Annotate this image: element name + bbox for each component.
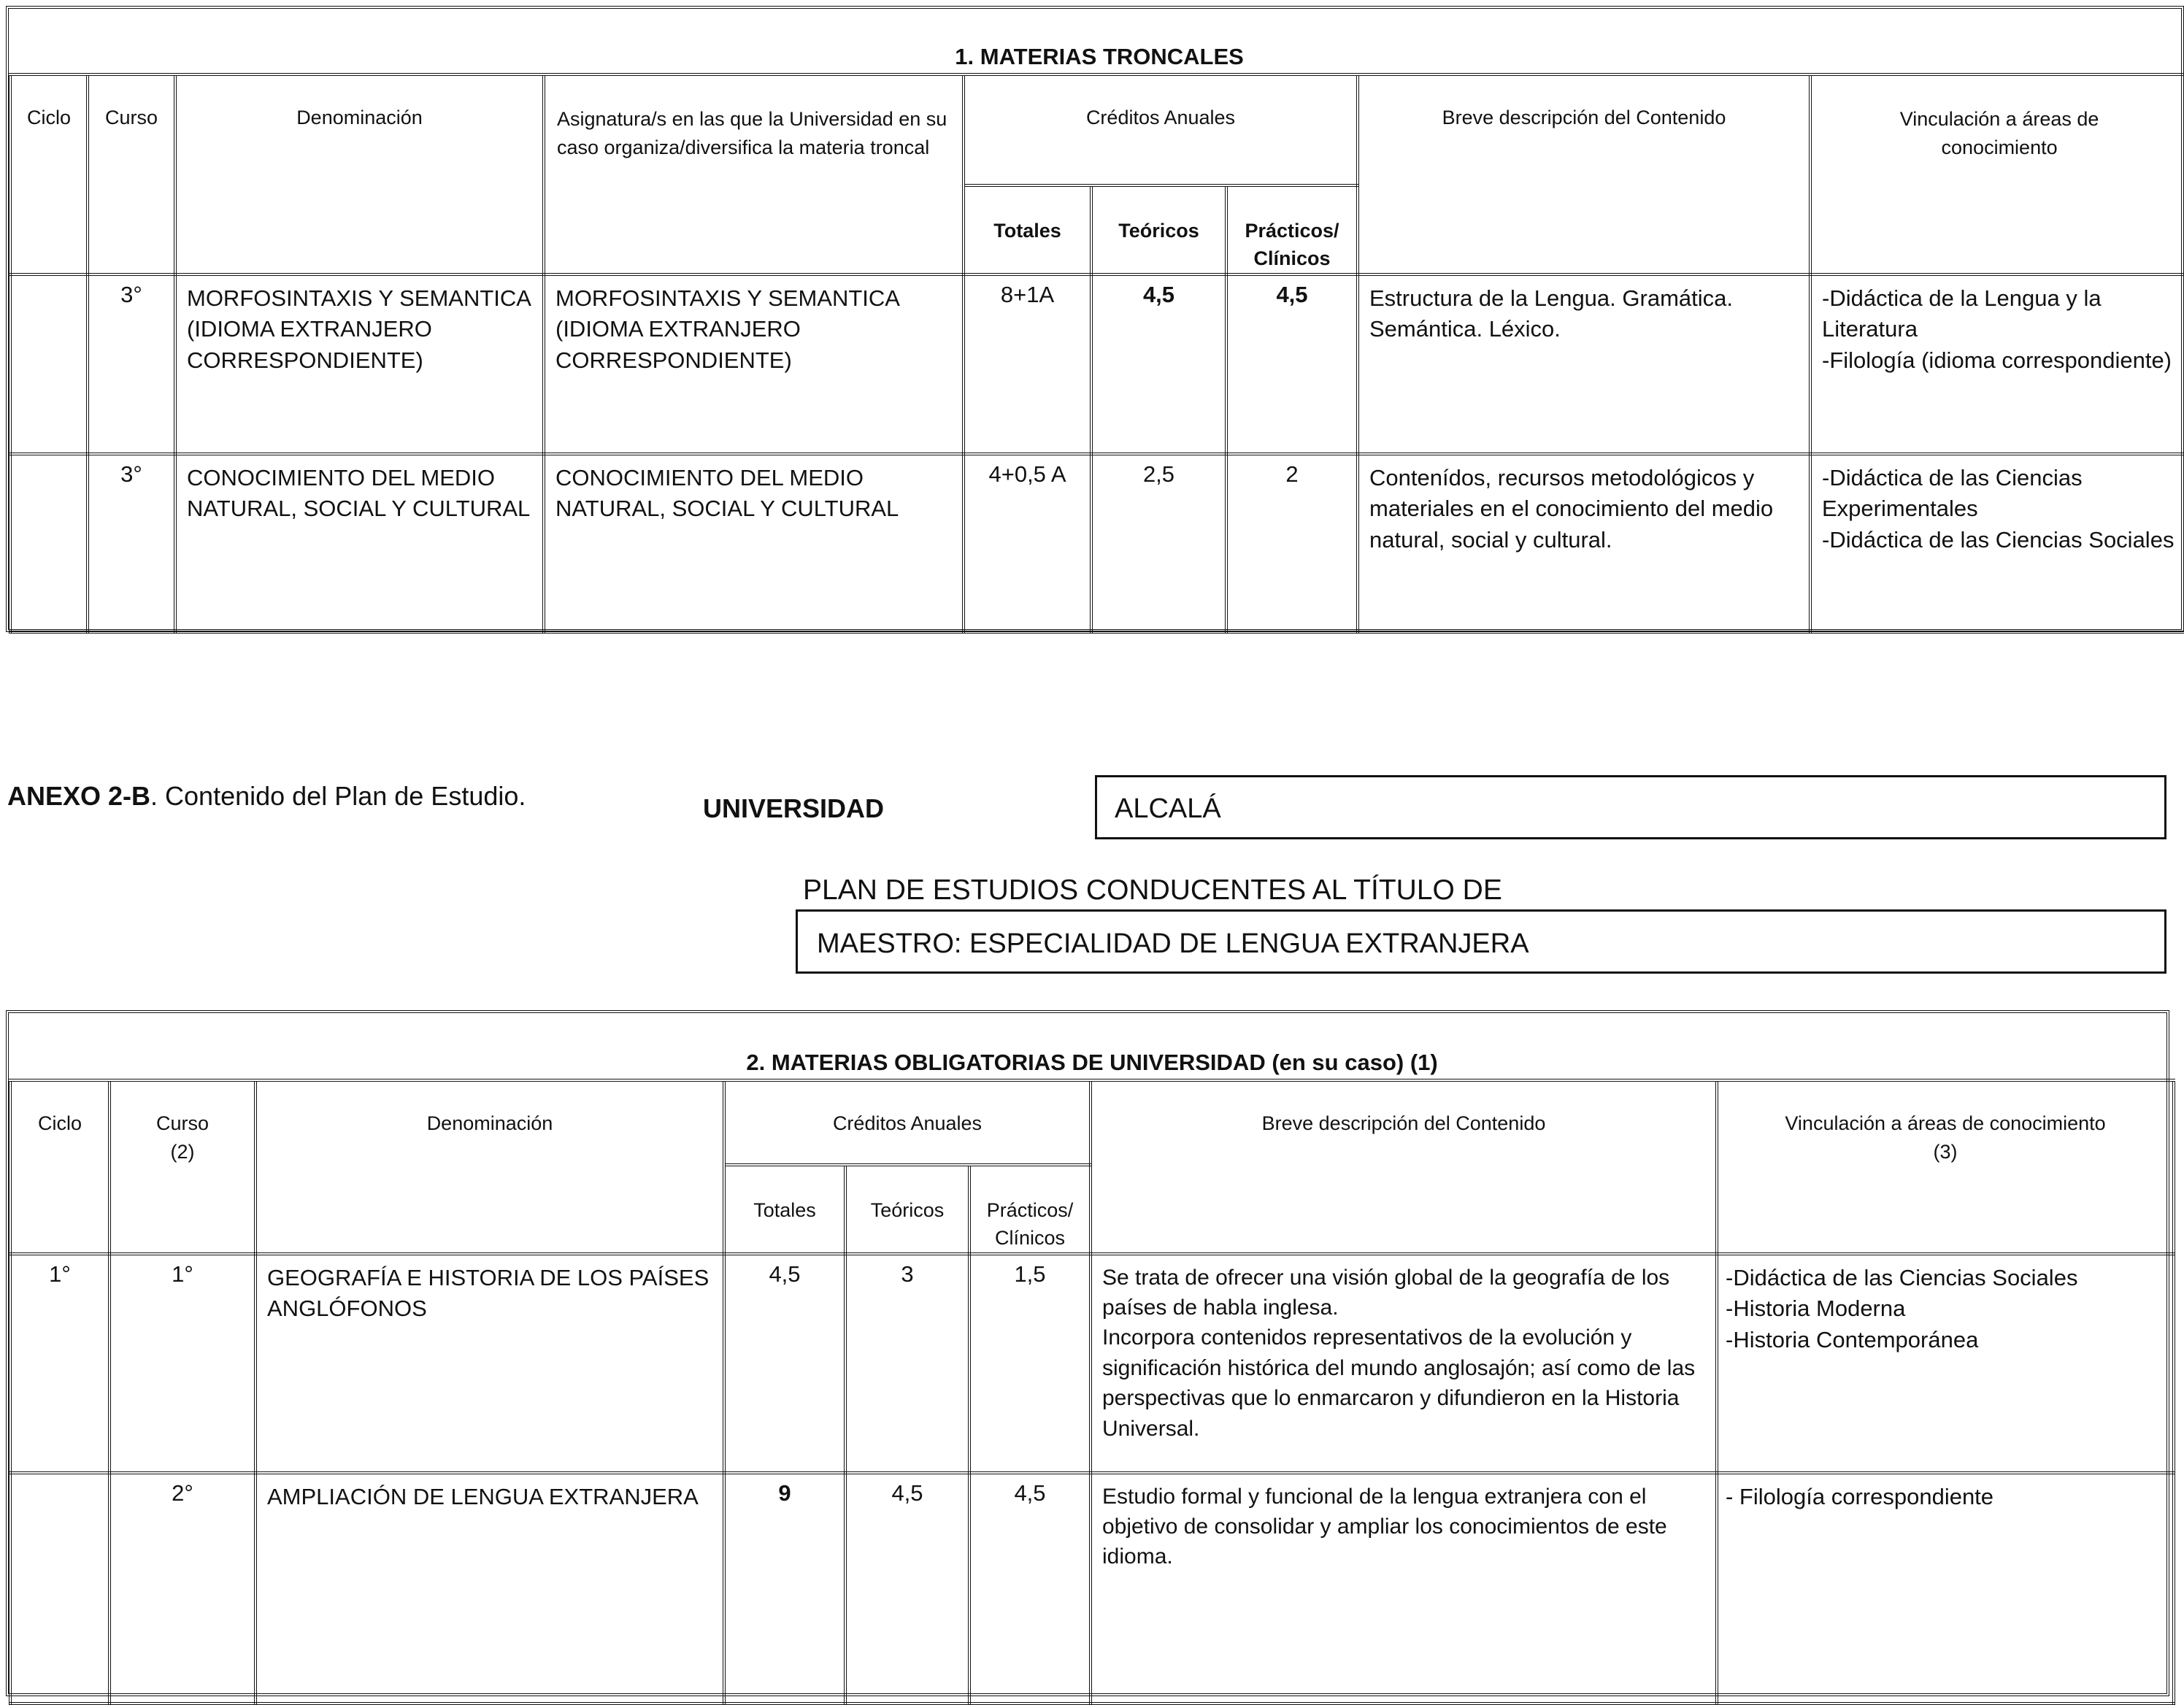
header-descripcion: Breve descripción del Contenido — [1091, 1080, 1717, 1254]
cell-vinculacion: -Didáctica de las Ciencias Experimentales -Didáctica de las Ciencias Sociales — [1810, 454, 2184, 632]
materias-obligatorias-table — [6, 1010, 2169, 1696]
anexo-label-rest: . Contenido del Plan de Estudio. — [150, 781, 526, 811]
cell-descripcion: Se trata de ofrecer una visión global de la geografía de los países de habla inglesa. Incorpora contenidos representativos de la evolución y significación histórica del mundo anglosajón; así como de las perspectivas que lo enmarcaron y difundieron en la Historia Universal. — [1091, 1254, 1717, 1473]
header-vinculacion: Vinculación a áreas de conocimiento (3) — [1717, 1080, 2174, 1254]
table-row — [10, 1473, 2174, 1704]
cell-curso: 3° — [88, 454, 175, 632]
cell-teoricos: 2,5 — [1091, 454, 1226, 632]
header-teoricos: Teóricos — [845, 1165, 969, 1254]
cell-teoricos: 3 — [845, 1254, 969, 1473]
cell-curso: 3° — [88, 274, 175, 454]
cell-vinculacion: - Filología correspondiente — [1717, 1473, 2174, 1704]
cell-descripcion: Estructura de la Lengua. Gramática. Semántica. Léxico. — [1358, 274, 1810, 454]
header-creditos-anuales: Créditos Anuales — [964, 74, 1358, 185]
anexo-label-bold: ANEXO 2-B — [7, 781, 151, 811]
cell-curso: 1° — [109, 1254, 255, 1473]
plan-label: PLAN DE ESTUDIOS CONDUCENTES AL TÍTULO DE — [803, 874, 1502, 906]
header-teoricos: Teóricos — [1091, 185, 1226, 274]
cell-practicos: 2 — [1226, 454, 1358, 632]
titulo-field: MAESTRO: ESPECIALIDAD DE LENGUA EXTRANJERA — [796, 909, 2166, 974]
universidad-label: UNIVERSIDAD — [703, 793, 885, 823]
cell-practicos: 4,5 — [969, 1473, 1091, 1704]
cell-totales: 4+0,5 A — [964, 454, 1091, 632]
cell-curso: 2° — [109, 1473, 255, 1704]
cell-practicos: 1,5 — [969, 1254, 1091, 1473]
cell-ciclo — [10, 454, 88, 632]
cell-teoricos: 4,5 — [845, 1473, 969, 1704]
header-descripcion: Breve descripción del Contenido — [1358, 74, 1810, 274]
header-totales: Totales — [964, 185, 1091, 274]
cell-asignatura: MORFOSINTAXIS Y SEMANTICA (IDIOMA EXTRANJERO CORRESPONDIENTE) — [544, 274, 964, 454]
header-totales: Totales — [724, 1165, 845, 1254]
cell-totales: 8+1A — [964, 274, 1091, 454]
table-row — [10, 1254, 2174, 1473]
cell-vinculacion: -Didáctica de las Ciencias Sociales -Historia Moderna -Historia Contemporánea — [1717, 1254, 2174, 1473]
cell-totales: 9 — [724, 1473, 845, 1704]
header-curso: Curso — [88, 74, 175, 274]
cell-denominacion: GEOGRAFÍA E HISTORIA DE LOS PAÍSES ANGLÓFONOS — [255, 1254, 724, 1473]
header-ciclo: Ciclo — [10, 74, 88, 274]
cell-practicos: 4,5 — [1226, 274, 1358, 454]
cell-denominacion: MORFOSINTAXIS Y SEMANTICA (IDIOMA EXTRANJERO CORRESPONDIENTE) — [175, 274, 544, 454]
anexo-label — [7, 781, 526, 812]
header-practicos: Prácticos/ Clínicos — [1226, 185, 1358, 274]
cell-teoricos: 4,5 — [1091, 274, 1226, 454]
header-vinculacion: Vinculación a áreas de conocimiento — [1810, 74, 2184, 274]
cell-denominacion: CONOCIMIENTO DEL MEDIO NATURAL, SOCIAL Y CULTURAL — [175, 454, 544, 632]
cell-asignatura: CONOCIMIENTO DEL MEDIO NATURAL, SOCIAL Y CULTURAL — [544, 454, 964, 632]
header-asignatura: Asignatura/s en las que la Universidad en su caso organiza/diversifica la materia troncal — [544, 74, 964, 274]
cell-descripcion: Contenídos, recursos metodológicos y materiales en el conocimiento del medio natural, social y cultural. — [1358, 454, 1810, 632]
cell-ciclo — [10, 274, 88, 454]
table-row — [10, 274, 2184, 454]
materias-troncales-table — [6, 6, 2184, 632]
header-creditos-anuales: Créditos Anuales — [724, 1080, 1091, 1165]
universidad-field: ALCALÁ — [1095, 775, 2166, 839]
cell-totales: 4,5 — [724, 1254, 845, 1473]
cell-ciclo — [10, 1473, 109, 1704]
header-ciclo: Ciclo — [10, 1080, 109, 1254]
cell-vinculacion: -Didáctica de la Lengua y la Literatura -Filología (idioma correspondiente) — [1810, 274, 2184, 454]
header-curso: Curso (2) — [109, 1080, 255, 1254]
cell-ciclo: 1° — [10, 1254, 109, 1473]
cell-denominacion: AMPLIACIÓN DE LENGUA EXTRANJERA — [255, 1473, 724, 1704]
header-denominacion: Denominación — [255, 1080, 724, 1254]
table2-title: 2. MATERIAS OBLIGATORIAS DE UNIVERSIDAD (en su caso) (1) — [10, 1013, 2174, 1080]
table1-title: 1. MATERIAS TRONCALES — [10, 9, 2184, 74]
cell-descripcion: Estudio formal y funcional de la lengua extranjera con el objetivo de consolidar y ampliar los conocimientos de este idioma. — [1091, 1473, 1717, 1704]
header-practicos: Prácticos/ Clínicos — [969, 1165, 1091, 1254]
header-denominacion: Denominación — [175, 74, 544, 274]
table-row — [10, 454, 2184, 632]
